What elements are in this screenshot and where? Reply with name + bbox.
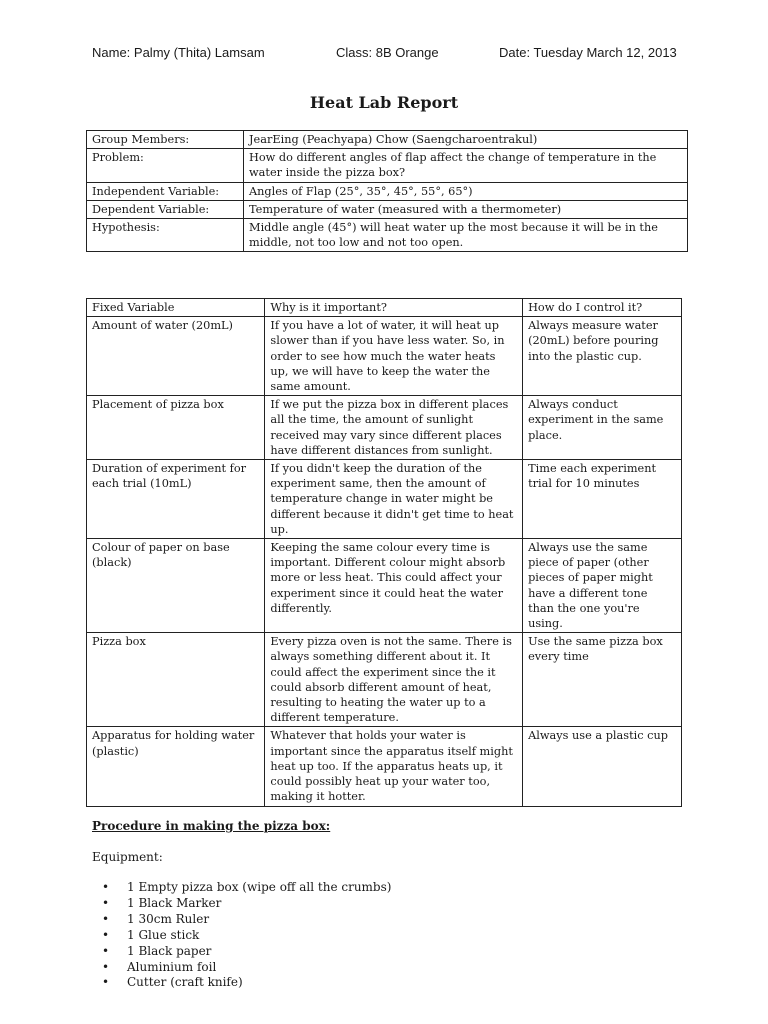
- bullet-icon: •: [102, 975, 110, 990]
- list-item: [92, 928, 391, 944]
- table-cell: Always use a plastic cup: [523, 727, 682, 806]
- info-row: [87, 131, 688, 149]
- bullet-icon: •: [102, 943, 110, 958]
- fixed-variables-table: [86, 298, 682, 807]
- table-row: [87, 396, 682, 460]
- info-row: [87, 200, 688, 218]
- table-cell: If you have a lot of water, it will heat up slower than if you have less water. So, in order to see how much the water heats up, we will have to keep the water the same amount.: [265, 317, 523, 396]
- table-cell: Use the same pizza box every time: [523, 633, 682, 727]
- table-cell: Always conduct experiment in the same place.: [523, 396, 682, 460]
- bullet-icon: •: [102, 959, 110, 974]
- equipment-label: Equipment:: [92, 850, 163, 864]
- bullet-icon: •: [102, 880, 110, 894]
- page-title: Heat Lab Report: [309, 93, 459, 112]
- info-row: [87, 219, 688, 252]
- date-label: Date: Tuesday March 12, 2013: [499, 45, 677, 60]
- table-header-row: [87, 299, 682, 317]
- list-item: [92, 975, 391, 991]
- list-item-text: 1 Empty pizza box (wipe off all the crumbs): [127, 880, 392, 894]
- lab-info-table: [86, 130, 688, 252]
- column-header: How do I control it?: [523, 299, 682, 317]
- list-item-text: 1 Black paper: [127, 943, 212, 958]
- list-item: [92, 944, 391, 960]
- table-cell: Keeping the same colour every time is important. Different colour might absorb more or less heat. This could affect your experiment since it could heat the water differently.: [265, 539, 523, 633]
- list-item: [92, 896, 391, 912]
- table-row: [87, 727, 682, 806]
- column-header: Fixed Variable: [87, 299, 265, 317]
- info-row: [87, 182, 688, 200]
- table-cell: Every pizza oven is not the same. There is always something different about it. It could affect the experiment since the it could absorb different amount of heat, resulting to heating the water up to a different temperature.: [265, 633, 523, 727]
- info-key: Hypothesis:: [87, 219, 244, 252]
- info-value: Middle angle (45°) will heat water up the most because it will be in the middle, not too low and not too open.: [244, 219, 688, 252]
- table-cell: Placement of pizza box: [87, 396, 265, 460]
- table-cell: Colour of paper on base (black): [87, 539, 265, 633]
- info-value: JearEing (Peachyapa) Chow (Saengcharoentrakul): [244, 131, 688, 149]
- column-header: Why is it important?: [265, 299, 523, 317]
- list-item-text: Aluminium foil: [127, 959, 217, 974]
- list-item-text: Cutter (craft knife): [127, 975, 243, 990]
- info-key: Dependent Variable:: [87, 200, 244, 218]
- info-key: Independent Variable:: [87, 182, 244, 200]
- table-row: [87, 539, 682, 633]
- list-item: [92, 960, 391, 976]
- info-value: Temperature of water (measured with a thermometer): [244, 200, 688, 218]
- table-cell: Always use the same piece of paper (other pieces of paper might have a different tone than the one you're using.: [523, 539, 682, 633]
- table-cell: If we put the pizza box in different places all the time, the amount of sunlight received may vary since different places have different distances from sunlight.: [265, 396, 523, 460]
- table-cell: Apparatus for holding water (plastic): [87, 727, 265, 806]
- list-item-text: 1 30cm Ruler: [127, 911, 210, 926]
- table-cell: Duration of experiment for each trial (10mL): [87, 460, 265, 539]
- list-item: [92, 912, 391, 928]
- table-row: [87, 633, 682, 727]
- list-item-text: 1 Black Marker: [127, 895, 222, 910]
- bullet-icon: •: [102, 911, 110, 926]
- list-item-text: 1 Glue stick: [127, 927, 200, 942]
- table-cell: Amount of water (20mL): [87, 317, 265, 396]
- table-cell: Always measure water (20mL) before pouring into the plastic cup.: [523, 317, 682, 396]
- table-cell: Whatever that holds your water is important since the apparatus itself might heat up too. If the apparatus heats up, it could possibly heat up your water too, making it hotter.: [265, 727, 523, 806]
- equipment-list: [92, 880, 391, 991]
- class-label: Class: 8B Orange: [336, 45, 439, 60]
- table-cell: If you didn't keep the duration of the experiment same, then the amount of temperature change in water might be different because it didn't get time to heat up.: [265, 460, 523, 539]
- bullet-icon: •: [102, 927, 110, 942]
- table-cell: Pizza box: [87, 633, 265, 727]
- list-item: [92, 880, 391, 896]
- info-value: How do different angles of flap affect the change of temperature in the water inside the pizza box?: [244, 149, 688, 182]
- bullet-icon: •: [102, 895, 110, 910]
- info-value: Angles of Flap (25°, 35°, 45°, 55°, 65°): [244, 182, 688, 200]
- info-key: Group Members:: [87, 131, 244, 149]
- table-row: [87, 317, 682, 396]
- info-row: [87, 149, 688, 182]
- table-row: [87, 460, 682, 539]
- table-cell: Time each experiment trial for 10 minutes: [523, 460, 682, 539]
- info-key: Problem:: [87, 149, 244, 182]
- document-header: [92, 45, 682, 65]
- student-name: Name: Palmy (Thita) Lamsam: [92, 45, 265, 60]
- procedure-heading: Procedure in making the pizza box:: [92, 819, 331, 833]
